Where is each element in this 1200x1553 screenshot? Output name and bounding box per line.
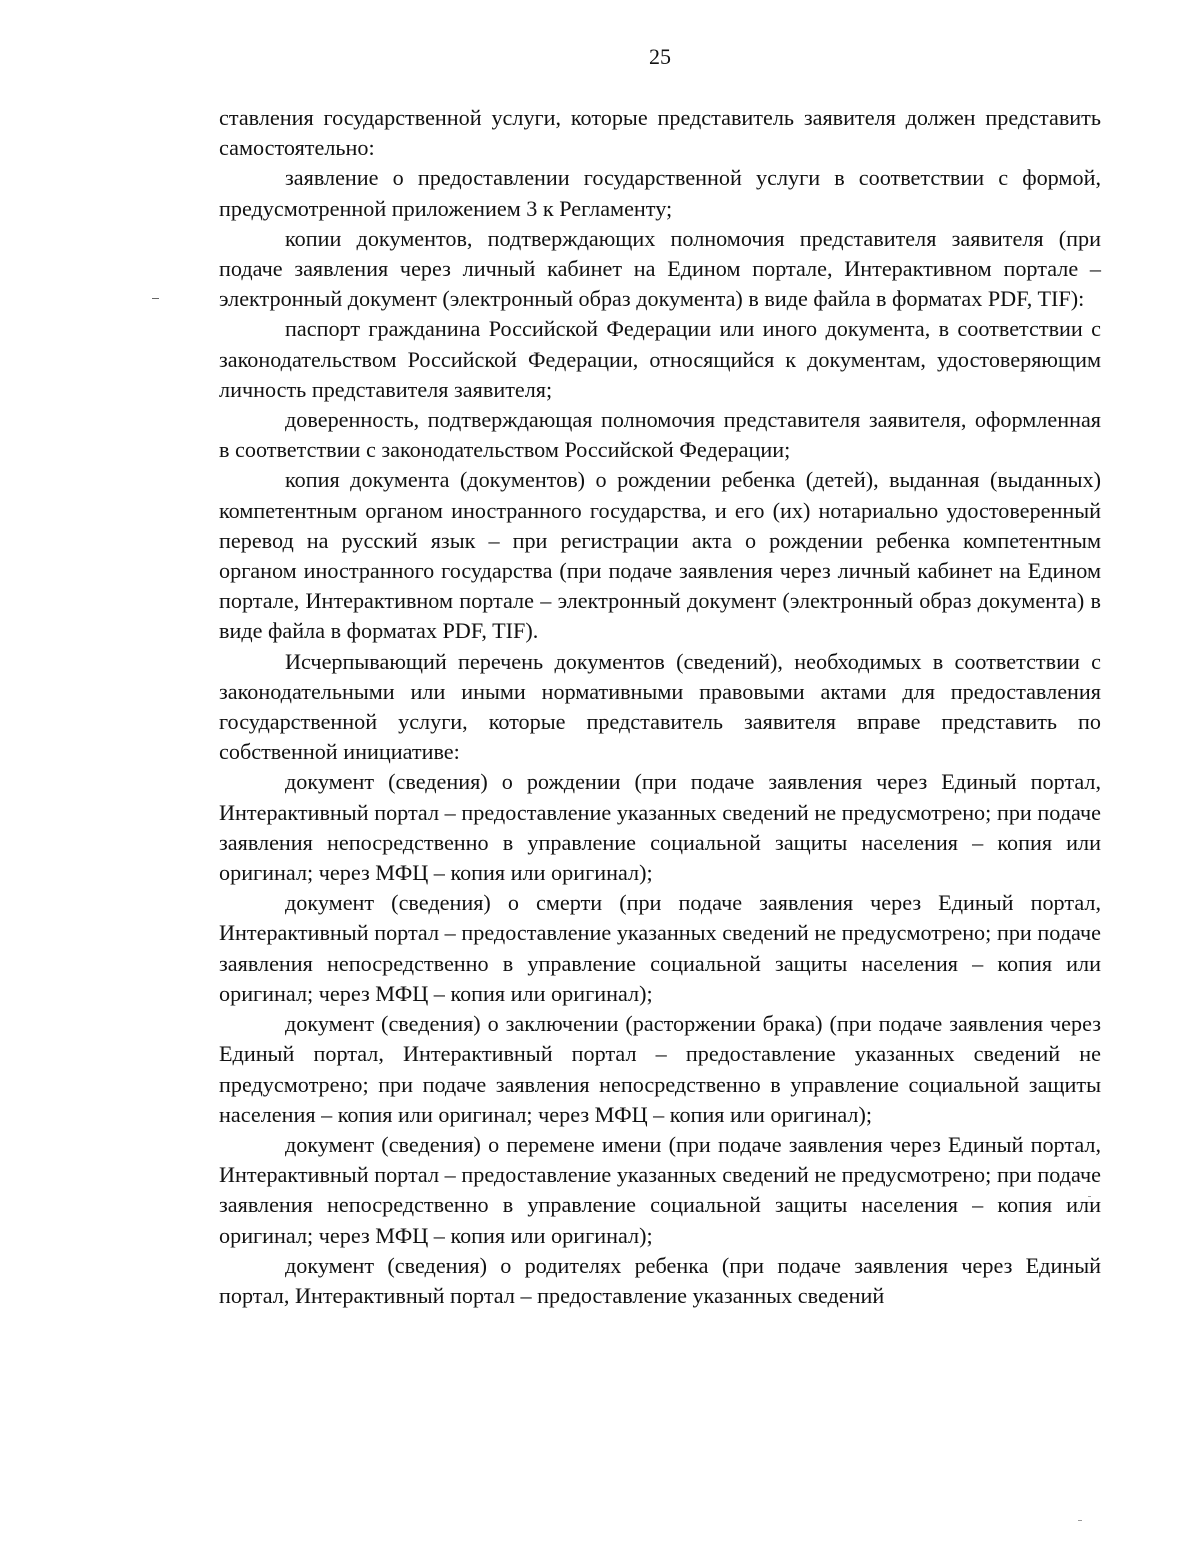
scan-speck	[1078, 1520, 1082, 1521]
paragraph-parents-record: документ (сведения) о родителях ребенка (при подаче заявления через Единый портал, Интерактивный портал – предоставление указанных сведений	[219, 1252, 1101, 1308]
margin-mark	[152, 298, 159, 299]
paragraph-exhaustive-list: Исчерпывающий перечень документов (сведений), необходимых в соответствии с законодательными или иными нормативными правовыми актами для предоставления государственной услуги, которые представитель заявителя вправе представить по собственной инициативе:	[219, 648, 1101, 765]
paragraph-application-form: заявление о предоставлении государственной услуги в соответствии с формой, предусмотренной приложением 3 к Регламенту;	[219, 165, 1101, 221]
paragraph-passport: паспорт гражданина Российской Федерации или иного документа, в соответствии с законодательством Российской Федерации, относящийся к документам, удостоверяющим личность представителя заявителя;	[219, 316, 1101, 402]
paragraph-marriage-record: документ (сведения) о заключении (расторжении брака) (при подаче заявления через Единый портал, Интерактивный портал – предоставление указанных сведений не предусмотрено; при подаче заявления непосредственно в управление социальной защиты населения – копия или оригинал; через МФЦ – копия или оригинал);	[219, 1011, 1101, 1127]
paragraph-power-of-attorney: доверенность, подтверждающая полномочия представителя заявителя, оформленная в соответствии с законодательством Российской Федерации;	[219, 407, 1101, 463]
paragraph-representative-authority-copies: копии документов, подтверждающих полномочия представителя заявителя (при подаче заявления через личный кабинет на Едином портале, Интерактивном портале – электронный документ (электронный образ документа) в виде файла в форматах PDF, TIF):	[219, 225, 1101, 312]
paragraph-foreign-birth-document: копия документа (документов) о рождении ребенка (детей), выданная (выданных) компетентным органом иностранного государства, и его (их) нотариально удостоверенный перевод на русский язык – при регистрации акта о рождении ребенка компетентным органом иностранного государства (при подаче заявления через личный кабинет на Едином портале, Интерактивном портале – электронный документ (электронный образ документа) в виде файла в форматах PDF, TIF).	[219, 467, 1101, 644]
paragraph-birth-record: документ (сведения) о рождении (при подаче заявления через Единый портал, Интерактивный портал – предоставление указанных сведений не предусмотрено; при подаче заявления непосредственно в управление социальной защиты населения – копия или оригинал; через МФЦ – копия или оригинал);	[219, 769, 1101, 886]
paragraph-continuation: ставления государственной услуги, которые представитель заявителя должен представить самостоятельно:	[219, 105, 1101, 161]
page-number: 25	[649, 44, 671, 69]
body-text	[219, 103, 1101, 1311]
paragraph-name-change-record: документ (сведения) о перемене имени (при подаче заявления через Единый портал, Интерактивный портал – предоставление указанных сведений не предусмотрено; при подаче заявления непосредственно в управление социальной защиты населения – копия или оригинал; через МФЦ – копия или оригинал);	[219, 1131, 1101, 1248]
paragraph-death-record: документ (сведения) о смерти (при подаче заявления через Единый портал, Интерактивный портал – предоставление указанных сведений не предусмотрено; при подаче заявления непосредственно в управление социальной защиты населения – копия или оригинал; через МФЦ – копия или оригинал);	[219, 890, 1101, 1006]
